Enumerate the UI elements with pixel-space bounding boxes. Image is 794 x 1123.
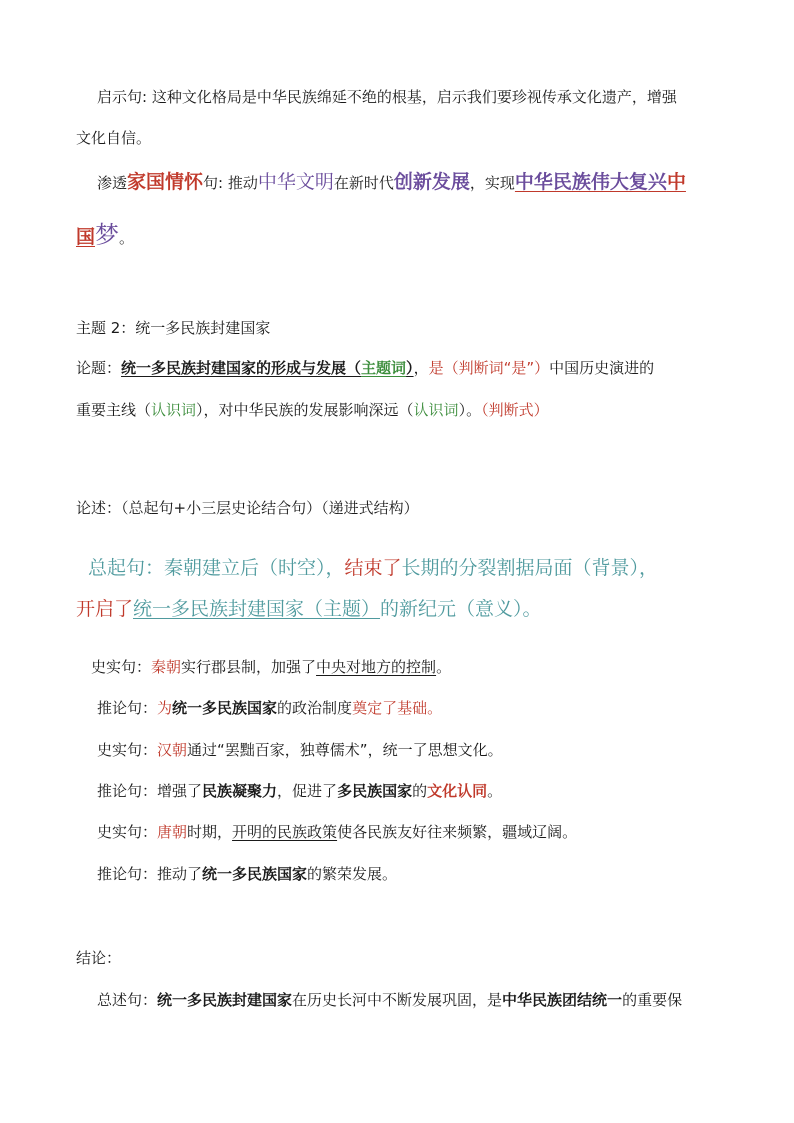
lunshu-label: 论述：（总起句+小三层史论结合句）（递进式结构） bbox=[76, 499, 419, 517]
item-underline: 开明的民族政策 bbox=[232, 823, 338, 841]
lunti-text: ）。 bbox=[458, 401, 482, 419]
item-text: ，促进了 bbox=[277, 782, 338, 800]
zongqi-c: 长期的分裂割据局面（背景）， bbox=[401, 557, 659, 579]
zongqi-d: 开启了 bbox=[76, 598, 134, 620]
dynasty-tang: 唐朝 bbox=[157, 823, 188, 841]
item-red: 奠定了基础。 bbox=[352, 699, 443, 717]
qishi-label: 启示句 bbox=[97, 88, 143, 106]
item-underline: 中央对地方的控制 bbox=[316, 658, 437, 676]
shentou-line-2 bbox=[76, 221, 135, 249]
lunti-close: ） bbox=[406, 359, 414, 377]
item-bold: 多民族国家 bbox=[337, 782, 413, 800]
lunti-line-1 bbox=[76, 358, 654, 378]
lunti-line-2 bbox=[76, 400, 549, 420]
item-shishi-2 bbox=[97, 740, 503, 760]
shishi-label: 史实句： bbox=[97, 823, 158, 841]
item-text: 推动了 bbox=[157, 865, 203, 883]
item-hl: 为 bbox=[157, 699, 173, 717]
meng-char: 梦 bbox=[95, 221, 120, 249]
renshi-ci-2: 认识词 bbox=[413, 401, 459, 419]
shentou-label: 渗透 bbox=[97, 174, 128, 192]
item-red: 文化认同 bbox=[427, 782, 488, 800]
lunti-label: 论题： bbox=[76, 359, 122, 377]
zongshu-label: 总述句： bbox=[97, 991, 158, 1009]
zongqi-a: 秦朝建立后（时空）， bbox=[164, 557, 345, 579]
zhonghua-wenming: 中华文明 bbox=[257, 171, 334, 193]
zongshu-bold: 中华民族团结统一 bbox=[502, 991, 623, 1009]
item-tuilun-3 bbox=[97, 864, 397, 884]
panduan-shi: （判断式） bbox=[481, 401, 549, 419]
qishi-line-2 bbox=[76, 128, 151, 148]
tuilun-label: 推论句： bbox=[97, 782, 158, 800]
item-text: 实行郡县制，加强了 bbox=[181, 658, 317, 676]
tuilun-label: 推论句： bbox=[97, 865, 158, 883]
item-text: 。 bbox=[436, 658, 452, 676]
zongqi-f: 的新纪元（意义）。 bbox=[380, 598, 542, 620]
zhongguo-guo: 国 bbox=[76, 226, 96, 248]
fuxing-keyword: 中华民族伟大复兴 bbox=[514, 171, 667, 193]
item-bold: 统一多民族国家 bbox=[172, 699, 278, 717]
item-text: 的政治制度 bbox=[277, 699, 353, 717]
shentou-text: 在新时代 bbox=[333, 174, 394, 192]
shentou-label-suffix: 句: 推动 bbox=[203, 174, 258, 192]
item-bold: 统一多民族国家 bbox=[202, 865, 308, 883]
theme2-title: 主题 2：统一多民族封建国家 bbox=[76, 319, 271, 337]
item-text: 的繁荣发展。 bbox=[307, 865, 398, 883]
item-shishi-1 bbox=[91, 657, 451, 677]
dynasty-han: 汉朝 bbox=[157, 741, 188, 759]
zongshu-bold: 统一多民族封建国家 bbox=[157, 991, 293, 1009]
shishi-label: 史实句： bbox=[91, 658, 152, 676]
renshi-ci-1: 认识词 bbox=[151, 401, 197, 419]
lunti-main: 统一多民族封建国家的形成与发展（ bbox=[121, 359, 362, 377]
shentou-text: ，实现 bbox=[469, 174, 515, 192]
period: 。 bbox=[119, 229, 135, 247]
zongshu-text: 在历史长河中不断发展巩固，是 bbox=[292, 991, 503, 1009]
item-text: 。 bbox=[487, 782, 503, 800]
zongqi-label: 总起句： bbox=[88, 557, 165, 579]
item-tuilun-2 bbox=[97, 781, 502, 801]
shishi-label: 史实句： bbox=[97, 741, 158, 759]
lunti-shi: 是（判断词“是”） bbox=[428, 359, 550, 377]
zhongguo-zhong: 中 bbox=[666, 171, 686, 193]
lunti-text: 重要主线（ bbox=[76, 401, 152, 419]
shentou-line-1 bbox=[97, 172, 686, 193]
item-tuilun-1 bbox=[97, 698, 442, 718]
qishi-text: : 这种文化格局是中华民族绵延不绝的根基，启示我们要珍视传承文化遗产，增强 bbox=[142, 88, 677, 106]
chuangxin-fazhan: 创新发展 bbox=[393, 171, 470, 193]
tuilun-label: 推论句： bbox=[97, 699, 158, 717]
lunti-rest: 中国历史演进的 bbox=[549, 359, 655, 377]
qishi-line-1 bbox=[97, 87, 677, 107]
zongqi-line-2 bbox=[76, 596, 542, 622]
item-shishi-3 bbox=[97, 822, 577, 842]
comma: ， bbox=[413, 359, 429, 377]
item-text: 通过“罢黜百家，独尊儒术”，统一了思想文化。 bbox=[187, 741, 503, 759]
item-text: 时期， bbox=[187, 823, 233, 841]
jiaguo-qinghuai: 家国情怀 bbox=[127, 171, 204, 193]
zongqi-line-1 bbox=[88, 555, 658, 581]
jielun-label: 结论： bbox=[76, 949, 122, 967]
zongqi-e: 统一多民族封建国家（主题） bbox=[133, 598, 381, 620]
item-text: 使各民族友好往来频繁，疆域辽阔。 bbox=[337, 823, 578, 841]
zongshu-text: 的重要保 bbox=[622, 991, 683, 1009]
zongqi-b: 结束了 bbox=[344, 557, 402, 579]
item-text: 的 bbox=[412, 782, 428, 800]
dynasty-qin: 秦朝 bbox=[151, 658, 182, 676]
lunti-keyword: 主题词 bbox=[361, 359, 407, 377]
qishi-text-cont: 文化自信。 bbox=[76, 129, 152, 147]
item-bold: 民族凝聚力 bbox=[202, 782, 278, 800]
lunti-text: ），对中华民族的发展影响深远（ bbox=[196, 401, 414, 419]
zongshu-line bbox=[97, 990, 682, 1010]
item-text: 增强了 bbox=[157, 782, 203, 800]
